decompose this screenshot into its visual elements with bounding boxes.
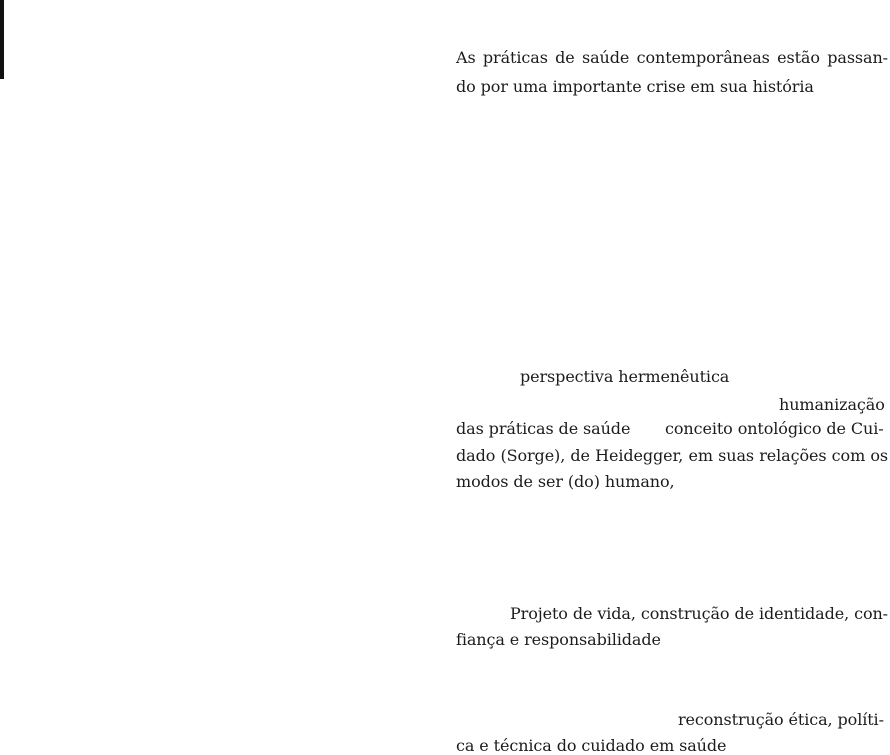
abstract-p2-line4: dado (Sorge), de Heidegger, em suas relações com os <box>456 446 888 465</box>
abstract-p2-line3b: conceito ontológico de Cui- <box>665 419 884 438</box>
abstract-p1-line1: As práticas de saúde contemporâneas estão passan- <box>456 48 888 67</box>
left-margin-rule <box>0 0 4 79</box>
abstract-p2-line3a: das práticas de saúde <box>456 419 631 438</box>
abstract-p4-line2: ca e técnica do cuidado em saúde <box>456 736 727 755</box>
abstract-p1-line2: do por uma importante crise em sua história <box>456 77 814 96</box>
abstract-p2-line5: modos de ser (do) humano, <box>456 472 675 491</box>
abstract-p2-phrase2: humanização <box>779 395 885 414</box>
abstract-p2-phrase1: perspectiva hermenêutica <box>520 367 730 386</box>
abstract-p3-line2: fiança e responsabilidade <box>456 630 661 649</box>
abstract-p3-line1: Projeto de vida, construção de identidade, con- <box>510 604 888 623</box>
abstract-p4-line1: reconstrução ética, políti- <box>678 710 884 729</box>
